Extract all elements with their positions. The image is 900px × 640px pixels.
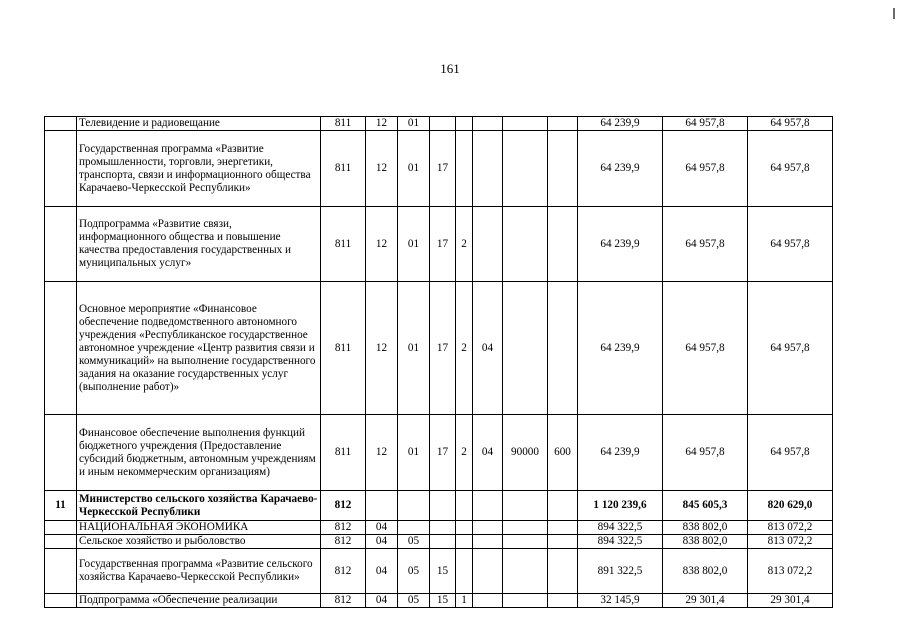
- budget-table: [44, 116, 833, 608]
- row-number-cell: [45, 415, 77, 491]
- row-number-cell: [45, 535, 77, 549]
- section-code-cell: 12: [366, 282, 398, 415]
- item-name-cell: НАЦИОНАЛЬНАЯ ЭКОНОМИКА: [77, 521, 321, 535]
- ministry-code-cell: 812: [321, 594, 366, 608]
- subsection-code-cell: 01: [398, 207, 430, 282]
- table-row: [45, 491, 833, 521]
- item-name-cell: Подпрограмма «Развитие связи, информационного общества и повышение качества предоставления государственных и муниципальных услуг»: [77, 207, 321, 282]
- item-name-cell: Телевидение и радиовещание: [77, 117, 321, 131]
- table-row: [45, 535, 833, 549]
- expense-type-cell: [548, 594, 578, 608]
- direction-code-cell: [503, 535, 548, 549]
- row-number-cell: [45, 549, 77, 594]
- amount-year-3-cell: 813 072,2: [748, 521, 833, 535]
- program-code-cell: [430, 491, 456, 521]
- event-code-cell: [473, 521, 503, 535]
- subsection-code-cell: [398, 521, 430, 535]
- section-code-cell: 12: [366, 131, 398, 207]
- amount-year-2-cell: 64 957,8: [663, 131, 748, 207]
- subsection-code-cell: 01: [398, 131, 430, 207]
- row-number-cell: [45, 131, 77, 207]
- table-row: [45, 131, 833, 207]
- expense-type-cell: 600: [548, 415, 578, 491]
- section-code-cell: 04: [366, 535, 398, 549]
- subprogram-code-cell: 2: [456, 207, 473, 282]
- ministry-code-cell: 811: [321, 207, 366, 282]
- subsection-code-cell: 01: [398, 282, 430, 415]
- amount-year-2-cell: 838 802,0: [663, 521, 748, 535]
- section-code-cell: 04: [366, 549, 398, 594]
- subprogram-code-cell: 2: [456, 282, 473, 415]
- table-row: [45, 549, 833, 594]
- item-name-cell: Сельское хозяйство и рыболовство: [77, 535, 321, 549]
- table-row: [45, 117, 833, 131]
- subsection-code-cell: 01: [398, 415, 430, 491]
- direction-code-cell: [503, 207, 548, 282]
- subprogram-code-cell: [456, 131, 473, 207]
- table-row: [45, 282, 833, 415]
- subsection-code-cell: 05: [398, 535, 430, 549]
- amount-year-1-cell: 64 239,9: [578, 117, 663, 131]
- amount-year-3-cell: 64 957,8: [748, 207, 833, 282]
- program-code-cell: 15: [430, 594, 456, 608]
- expense-type-cell: [548, 117, 578, 131]
- page-edge-mark: [893, 8, 895, 19]
- ministry-code-cell: 812: [321, 491, 366, 521]
- ministry-code-cell: 812: [321, 535, 366, 549]
- amount-year-2-cell: 64 957,8: [663, 207, 748, 282]
- program-code-cell: [430, 535, 456, 549]
- subprogram-code-cell: 1: [456, 594, 473, 608]
- amount-year-1-cell: 64 239,9: [578, 415, 663, 491]
- table-row: [45, 207, 833, 282]
- amount-year-2-cell: 838 802,0: [663, 549, 748, 594]
- subprogram-code-cell: 2: [456, 415, 473, 491]
- direction-code-cell: [503, 594, 548, 608]
- amount-year-1-cell: 894 322,5: [578, 521, 663, 535]
- item-name-cell: Министерство сельского хозяйства Карачаево-Черкесской Республики: [77, 491, 321, 521]
- expense-type-cell: [548, 491, 578, 521]
- expense-type-cell: [548, 282, 578, 415]
- expense-type-cell: [548, 549, 578, 594]
- program-code-cell: [430, 521, 456, 535]
- amount-year-3-cell: 820 629,0: [748, 491, 833, 521]
- subsection-code-cell: 05: [398, 549, 430, 594]
- direction-code-cell: [503, 491, 548, 521]
- expense-type-cell: [548, 521, 578, 535]
- item-name-cell: Государственная программа «Развитие промышленности, торговли, энергетики, транспорта, связи и информационного общества Карачаево-Черкесской Республики»: [77, 131, 321, 207]
- direction-code-cell: [503, 282, 548, 415]
- amount-year-1-cell: 1 120 239,6: [578, 491, 663, 521]
- amount-year-2-cell: 64 957,8: [663, 117, 748, 131]
- amount-year-3-cell: 64 957,8: [748, 117, 833, 131]
- event-code-cell: 04: [473, 415, 503, 491]
- item-name-cell: Основное мероприятие «Финансовое обеспечение подведомственного автономного учреждения «Республиканское государственное автономное учреждение «Центр развития связи и коммуникаций» на выполнение государственного задания на оказание государственных услуг (выполнение работ)»: [77, 282, 321, 415]
- row-number-cell: [45, 594, 77, 608]
- subprogram-code-cell: [456, 549, 473, 594]
- subprogram-code-cell: [456, 535, 473, 549]
- amount-year-3-cell: 64 957,8: [748, 415, 833, 491]
- section-code-cell: 12: [366, 207, 398, 282]
- event-code-cell: [473, 594, 503, 608]
- amount-year-2-cell: 838 802,0: [663, 535, 748, 549]
- program-code-cell: 17: [430, 131, 456, 207]
- ministry-code-cell: 811: [321, 131, 366, 207]
- row-number-cell: [45, 117, 77, 131]
- ministry-code-cell: 811: [321, 415, 366, 491]
- subsection-code-cell: [398, 491, 430, 521]
- ministry-code-cell: 812: [321, 521, 366, 535]
- amount-year-3-cell: 813 072,2: [748, 549, 833, 594]
- direction-code-cell: [503, 131, 548, 207]
- section-code-cell: 12: [366, 415, 398, 491]
- expense-type-cell: [548, 207, 578, 282]
- amount-year-1-cell: 64 239,9: [578, 207, 663, 282]
- amount-year-1-cell: 891 322,5: [578, 549, 663, 594]
- amount-year-2-cell: 29 301,4: [663, 594, 748, 608]
- program-code-cell: 15: [430, 549, 456, 594]
- page-number: 161: [440, 61, 460, 76]
- amount-year-3-cell: 64 957,8: [748, 282, 833, 415]
- amount-year-3-cell: 29 301,4: [748, 594, 833, 608]
- expense-type-cell: [548, 131, 578, 207]
- row-number-cell: [45, 207, 77, 282]
- event-code-cell: 04: [473, 282, 503, 415]
- ministry-code-cell: 812: [321, 549, 366, 594]
- direction-code-cell: [503, 117, 548, 131]
- expense-type-cell: [548, 535, 578, 549]
- amount-year-3-cell: 64 957,8: [748, 131, 833, 207]
- amount-year-1-cell: 64 239,9: [578, 282, 663, 415]
- ministry-code-cell: 811: [321, 282, 366, 415]
- item-name-cell: Подпрограмма «Обеспечение реализации: [77, 594, 321, 608]
- subprogram-code-cell: [456, 117, 473, 131]
- event-code-cell: [473, 207, 503, 282]
- direction-code-cell: [503, 549, 548, 594]
- amount-year-2-cell: 64 957,8: [663, 415, 748, 491]
- subsection-code-cell: 05: [398, 594, 430, 608]
- item-name-cell: Государственная программа «Развитие сельского хозяйства Карачаево-Черкесской Республики»: [77, 549, 321, 594]
- amount-year-1-cell: 32 145,9: [578, 594, 663, 608]
- program-code-cell: 17: [430, 282, 456, 415]
- amount-year-2-cell: 64 957,8: [663, 282, 748, 415]
- program-code-cell: [430, 117, 456, 131]
- subsection-code-cell: 01: [398, 117, 430, 131]
- section-code-cell: 04: [366, 594, 398, 608]
- direction-code-cell: 90000: [503, 415, 548, 491]
- row-number-cell: [45, 282, 77, 415]
- event-code-cell: [473, 131, 503, 207]
- row-number-cell: [45, 521, 77, 535]
- event-code-cell: [473, 549, 503, 594]
- event-code-cell: [473, 491, 503, 521]
- section-code-cell: [366, 491, 398, 521]
- section-code-cell: 12: [366, 117, 398, 131]
- program-code-cell: 17: [430, 207, 456, 282]
- table-row: [45, 415, 833, 491]
- item-name-cell: Финансовое обеспечение выполнения функций бюджетного учреждения (Предоставление субсидий бюджетным, автономным учреждениям и иным некоммерческим организациям): [77, 415, 321, 491]
- subprogram-code-cell: [456, 491, 473, 521]
- event-code-cell: [473, 117, 503, 131]
- direction-code-cell: [503, 521, 548, 535]
- row-number-cell: 11: [45, 491, 77, 521]
- ministry-code-cell: 811: [321, 117, 366, 131]
- section-code-cell: 04: [366, 521, 398, 535]
- table-row: [45, 521, 833, 535]
- amount-year-1-cell: 64 239,9: [578, 131, 663, 207]
- amount-year-3-cell: 813 072,2: [748, 535, 833, 549]
- program-code-cell: 17: [430, 415, 456, 491]
- amount-year-1-cell: 894 322,5: [578, 535, 663, 549]
- table-row: [45, 594, 833, 608]
- amount-year-2-cell: 845 605,3: [663, 491, 748, 521]
- event-code-cell: [473, 535, 503, 549]
- subprogram-code-cell: [456, 521, 473, 535]
